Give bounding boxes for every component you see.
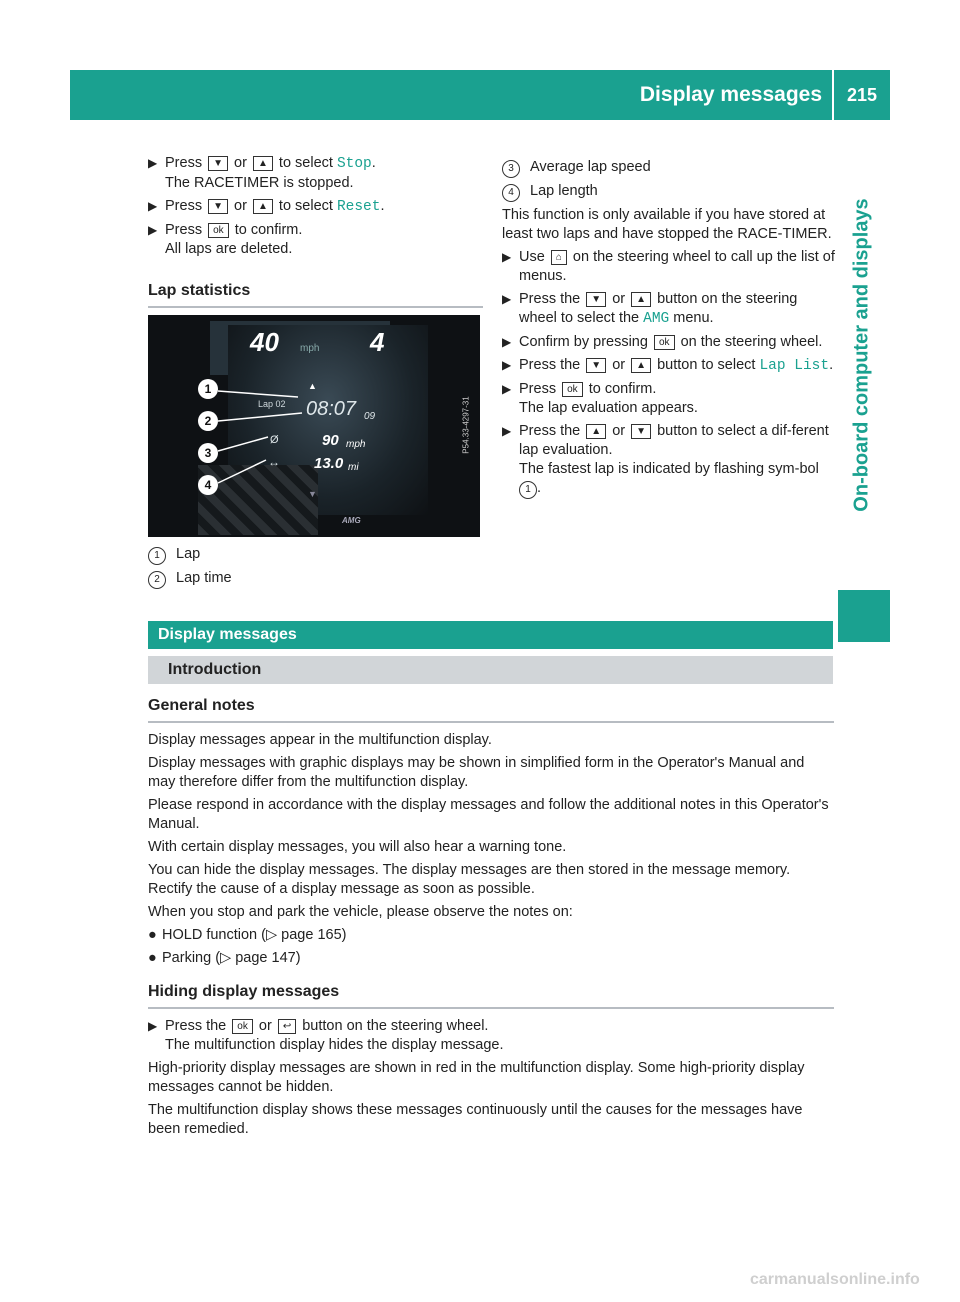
legend-item: 2 Lap time [148,569,483,589]
step-arrow-icon: ▶ [502,358,512,372]
down-key-icon: ▼ [586,292,606,307]
introduction-band: Introduction [148,656,833,684]
callout-4: 4 [198,475,218,495]
right-column [502,158,835,503]
paragraph: Please respond in accordance with the display messages and follow the additional notes in this Operator's Manual. [148,797,829,832]
average-speed: 90 [322,432,339,449]
paragraph: With certain display messages, you will also hear a warning tone. [148,839,567,855]
up-key-icon: ▲ [253,156,273,171]
speed-unit: mph [300,343,320,354]
paragraph: Display messages appear in the multifunction display. [148,732,492,748]
down-key-icon: ▼ [208,199,228,214]
legend-number: 4 [502,184,520,202]
average-speed-unit: mph [346,439,366,450]
down-key-icon: ▼ [586,358,606,373]
step-confirm-lap-list: ▶ Press ok to confirm. The lap evaluation appears. [502,381,698,416]
step-arrow-icon: ▶ [502,424,512,438]
paragraph: High-priority display messages are shown in red in the multifunction display. Some high-priority display messages cannot be hidden. [148,1060,805,1095]
page-ref-link[interactable]: page 147) [235,950,301,966]
callout-1: 1 [198,379,218,399]
step-arrow-icon: ▶ [502,382,512,396]
home-key-icon: ⌂ [551,250,567,265]
step-call-menu: ▶ Use ⌂ on the steering wheel to call up the list of menus. [502,249,835,284]
average-symbol-icon: Ø [270,434,279,446]
legend-number: 3 [502,160,520,178]
bullet-icon: ● [148,950,157,966]
down-arrow-icon: ▼ [308,489,317,499]
step-arrow-icon: ▶ [148,1019,158,1033]
legend-item: 3 Average lap speed [502,158,835,178]
ok-key-icon: ok [232,1019,253,1034]
step-confirm: ▶ Press ok to confirm. All laps are deleted. [148,222,303,257]
back-key-icon: ↩ [278,1019,296,1034]
up-key-icon: ▲ [631,358,651,373]
down-key-icon: ▼ [631,424,651,439]
speed-value: 40 [250,327,279,357]
paragraph: The multifunction display shows these messages continuously until the causes for the messages have been remedied. [148,1102,803,1137]
display-messages-band: Display messages [148,621,833,649]
step-arrow-icon: ▶ [502,335,512,349]
lap-time: 08:07 [306,398,357,420]
page-ref-icon: ▷ [220,950,232,966]
up-key-icon: ▲ [253,199,273,214]
page-ref-icon: ▷ [265,927,278,943]
step-select-reset: ▶ Press ▼ or ▲ to select Reset. [148,198,385,215]
ok-key-icon: ok [562,382,583,397]
step-result: The fastest lap is indicated by flashing sym-bol [519,461,819,477]
legend-number: 1 [148,547,166,565]
page-header-title: Display messages [639,83,822,106]
side-tab-label: On-board computer and displays [850,198,873,512]
section-rule [148,306,483,308]
menu-code-stop: Stop [336,156,372,172]
step-arrow-icon: ▶ [148,199,158,213]
menu-code-amg: AMG [643,311,670,327]
ok-key-icon: ok [208,223,229,238]
menu-code-lap-list: Lap List [759,358,830,374]
step-result: The lap evaluation appears. [519,400,698,416]
paragraph: When you stop and park the vehicle, please observe the notes on: [148,904,573,920]
figure-code: P54.33-4297-31 [461,396,471,454]
step-arrow-icon: ▶ [148,223,158,237]
gear-value: 4 [370,327,385,357]
ok-key-icon: ok [654,335,675,350]
watermark: carmanualsonline.info [750,1271,920,1288]
paragraph: Display messages with graphic displays may be shown in simplified form in the Operator's Manual and may therefore differ from the multifunction display. [148,755,805,790]
step-arrow-icon: ▶ [502,292,512,306]
section-rule [148,721,834,723]
paragraph: You can hide the display messages. The display messages are then stored in the message memory. Rectify the cause of a display message as soon as possible. [148,862,791,897]
length-symbol-icon: ↔ [268,455,280,469]
step-select-amg: ▶ Press the ▼ or ▲ button on the steering wheel to select the AMG menu. [502,291,798,327]
legend-item: 1 Lap [148,545,483,565]
page-number: 215 [846,85,878,105]
section-rule [148,1007,834,1009]
amg-logo: AMG [342,516,361,525]
page-ref-link[interactable]: page 165) [281,927,347,943]
step-select-evaluation: ▶ Press the ▲ or ▼ button to select a dif-ferent lap evaluation. The fastest lap is indicated by flashing sym-bol 1 . [502,422,835,499]
up-key-icon: ▲ [631,292,651,307]
step-hide-message: ▶ Press the ok or ↩ button on the steering wheel. The multifunction display hides the display message. [148,1018,504,1053]
hiding-heading: Hiding display messages [148,983,340,1000]
callout-2: 2 [198,411,218,431]
lap-length-unit: mi [348,462,359,473]
lap-statistics-heading: Lap statistics [148,282,251,299]
legend-number: 1 [519,481,537,499]
menu-code-reset: Reset [336,199,381,215]
step-select-stop: ▶ Press ▼ or ▲ to select Stop. The RACETIMER is stopped. [148,155,376,191]
lap-statistics-figure [148,315,480,537]
lap-time-fraction: 09 [364,411,376,422]
figure-legend-left [148,545,483,589]
intro-paragraph: This function is only available if you have stored at least two laps and have stopped the RACE-TIMER. [502,207,832,242]
general-notes-heading: General notes [148,697,255,714]
lap-length: 13.0 [314,455,344,472]
legend-number: 2 [148,571,166,589]
general-notes-section [148,696,834,1143]
bullet-icon: ● [148,927,157,943]
step-select-lap-list: ▶ Press the ▼ or ▲ button to select Lap List. [502,357,834,374]
callout-lines [148,315,480,537]
step-arrow-icon: ▶ [148,156,158,170]
step-confirm-amg: ▶ Confirm by pressing ok on the steering wheel. [502,334,823,350]
side-tab-block [838,590,890,642]
step-arrow-icon: ▶ [502,250,512,264]
list-item: ● HOLD function (▷ page 165) [148,927,347,943]
up-arrow-icon: ▲ [308,381,317,391]
up-key-icon: ▲ [586,424,606,439]
step-result: All laps are deleted. [165,241,293,257]
step-result: The multifunction display hides the display message. [165,1037,504,1053]
list-item: ● Parking (▷ page 147) [148,950,301,966]
step-result: The RACETIMER is stopped. [165,175,354,191]
left-column [148,154,483,593]
callout-3: 3 [198,443,218,463]
legend-item: 4 Lap length [502,182,835,202]
down-key-icon: ▼ [208,156,228,171]
lap-label: Lap 02 [258,399,286,409]
